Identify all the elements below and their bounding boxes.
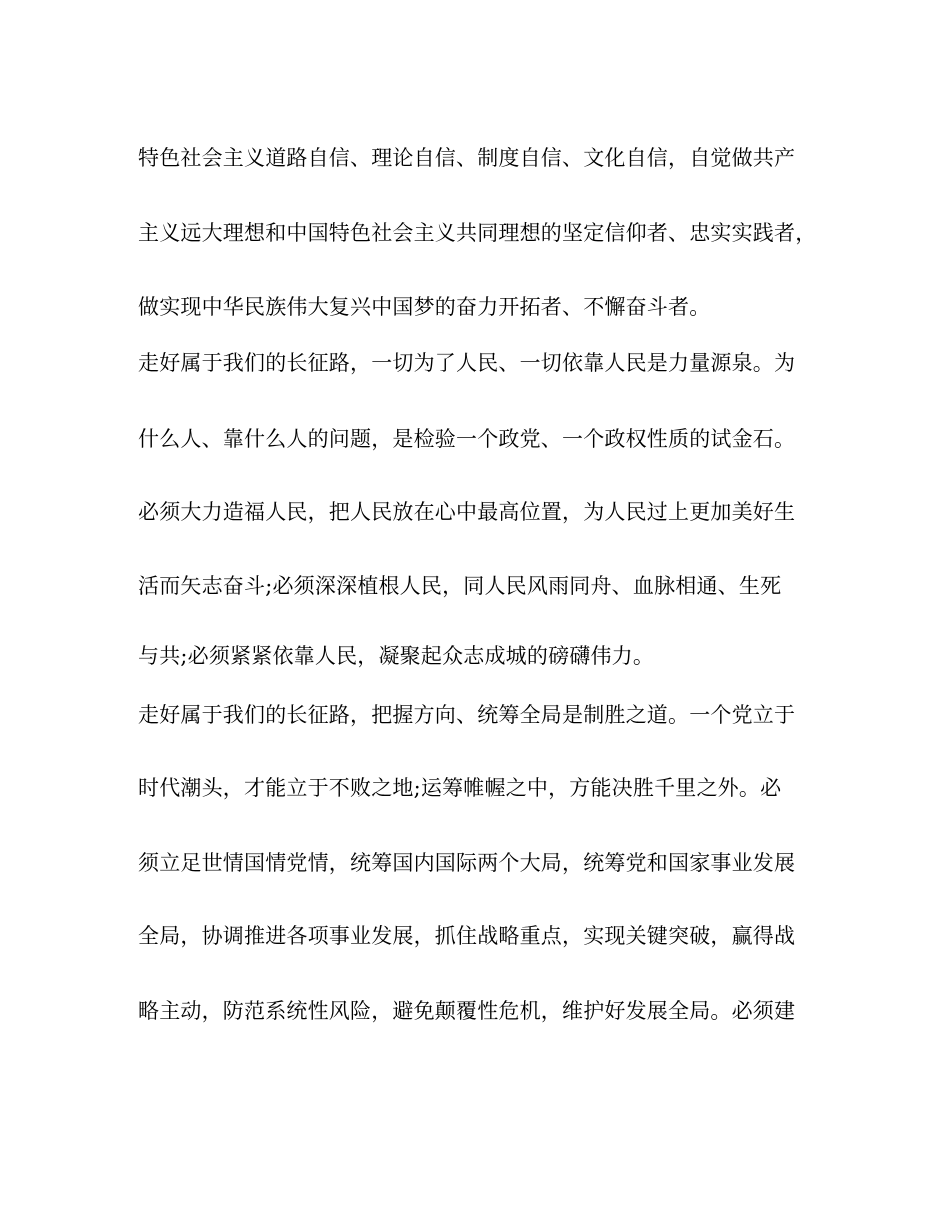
text-line: 须立足世情国情党情，统筹国内国际两个大局，统筹党和国家事业发展 (138, 851, 796, 875)
text-line: 与共;必须紧紧依靠人民，凝聚起众志成城的磅礴伟力。 (138, 644, 655, 668)
text-line: 主义远大理想和中国特色社会主义共同理想的坚定信仰者、忠实实践者， (138, 221, 817, 245)
text-line: 略主动，防范系统性风险，避免颠覆性危机，维护好发展全局。必须建 (138, 999, 796, 1023)
text-line: 时代潮头，才能立于不败之地;运筹帷幄之中，方能决胜千里之外。必 (138, 776, 782, 800)
text-line: 必须大力造福人民，把人民放在心中最高位置，为人民过上更加美好生 (138, 500, 796, 524)
text-line: 做实现中华民族伟大复兴中国梦的奋力开拓者、不懈奋斗者。 (138, 295, 711, 319)
text-line: 走好属于我们的长征路，把握方向、统筹全局是制胜之道。一个党立于 (138, 703, 796, 727)
text-line: 什么人、靠什么人的问题，是检验一个政党、一个政权性质的试金石。 (138, 427, 796, 451)
text-line: 走好属于我们的长征路，一切为了人民、一切依靠人民是力量源泉。为 (138, 351, 796, 375)
text-line: 特色社会主义道路自信、理论自信、制度自信、文化自信，自觉做共产 (138, 146, 796, 170)
text-line: 活而矢志奋斗;必须深深植根人民，同人民风雨同舟、血脉相通、生死 (138, 574, 782, 598)
text-line: 全局，协调推进各项事业发展，抓住战略重点，实现关键突破，赢得战 (138, 924, 796, 948)
